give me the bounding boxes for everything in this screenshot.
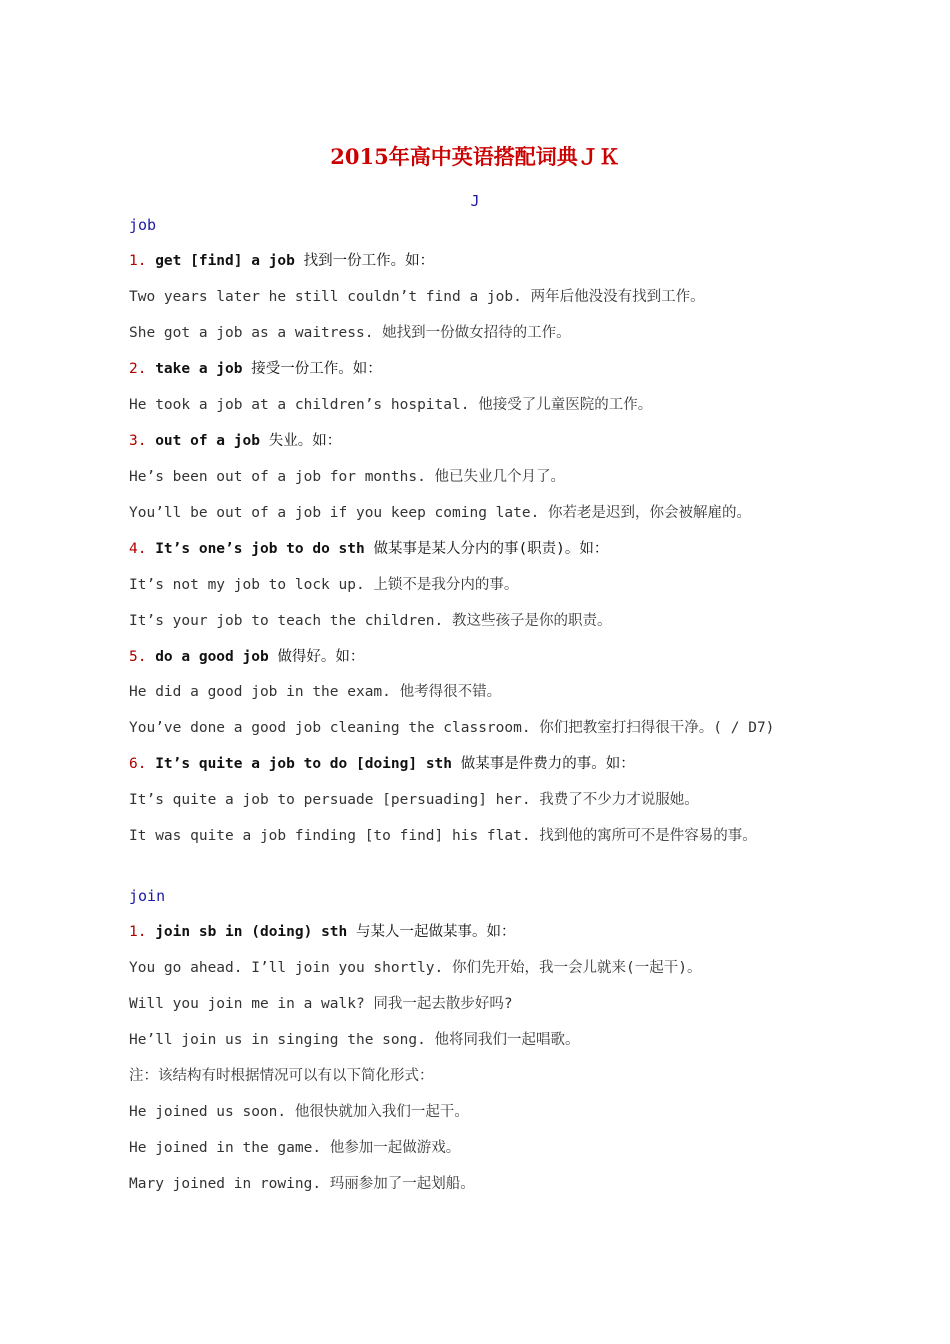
example-sentence: It’s quite a job to persuade [persuading] her. 我费了不少力才说服她。 (129, 792, 699, 808)
sense-phrase: get [find] a job (155, 253, 295, 269)
sense-gloss: 失业。如： (268, 433, 342, 449)
sense-number: 3. (129, 433, 147, 449)
sense-number: 4. (129, 541, 147, 557)
sense-phrase: join sb in (doing) sth (155, 924, 348, 940)
sense-heading (129, 250, 434, 272)
sense-heading (129, 538, 608, 560)
example-sentence: It’s not my job to lock up. 上锁不是我分内的事。 (129, 577, 519, 593)
sense-phrase: do a good job (155, 649, 269, 665)
sense-number: 6. (129, 756, 147, 772)
page-title: 2015年高中英语搭配词典ＪＫ (330, 144, 620, 169)
example-sentence: He’s been out of a job for months. 他已失业几个月了。 (129, 469, 566, 485)
note-text: 注：该结构有时根据情况可以有以下简化形式： (129, 1068, 434, 1084)
example-sentence: Mary joined in rowing. 玛丽参加了一起划船。 (129, 1176, 475, 1192)
sense-phrase: take a job (155, 361, 243, 377)
sense-gloss: 做某事是某人分内的事(职责)。如： (373, 541, 609, 557)
sense-phrase: It’s quite a job to do [doing] sth (155, 756, 453, 772)
sense-number: 1. (129, 253, 147, 269)
example-sentence: You’ve done a good job cleaning the classroom. 你们把教室打扫得很干净。( / D7) (129, 720, 775, 736)
sense-gloss: 接受一份工作。如： (251, 361, 382, 377)
example-sentence: He’ll join us in singing the song. 他将同我们一起唱歌。 (129, 1032, 580, 1048)
example-sentence: Two years later he still couldn’t find a job. 两年后他没没有找到工作。 (129, 289, 705, 305)
example-sentence: He joined in the game. 他参加一起做游戏。 (129, 1140, 461, 1156)
sense-gloss: 做得好。如： (277, 649, 365, 665)
entry-word-job: job (129, 216, 157, 234)
example-sentence: You’ll be out of a job if you keep coming late. 你若老是迟到，你会被解雇的。 (129, 505, 752, 521)
sense-phrase: out of a job (155, 433, 260, 449)
example-sentence: He joined us soon. 他很快就加入我们一起干。 (129, 1104, 469, 1120)
sense-heading (129, 646, 364, 668)
sense-gloss: 与某人一起做某事。如： (356, 924, 516, 940)
sense-heading (129, 921, 516, 943)
sense-heading (129, 430, 341, 452)
sense-gloss: 做某事是件费力的事。如： (460, 756, 635, 772)
example-sentence: It was quite a job finding [to find] his flat. 找到他的寓所可不是件容易的事。 (129, 828, 757, 844)
sense-gloss: 找到一份工作。如： (303, 253, 435, 269)
example-sentence: She got a job as a waitress. 她找到一份做女招待的工作。 (129, 325, 571, 341)
sense-heading (129, 753, 635, 775)
sense-number: 2. (129, 361, 147, 377)
sense-phrase: It’s one’s job to do sth (155, 541, 365, 557)
sense-number: 1. (129, 924, 147, 940)
section-letter: J (470, 192, 480, 210)
entry-word-join: join (129, 887, 166, 905)
example-sentence: He did a good job in the exam. 他考得很不错。 (129, 684, 502, 700)
example-sentence: Will you join me in a walk? 同我一起去散步好吗? (129, 996, 513, 1012)
example-sentence: You go ahead. I’ll join you shortly. 你们先开始，我一会儿就来(一起干)。 (129, 960, 702, 976)
sense-heading (129, 358, 382, 380)
sense-number: 5. (129, 649, 147, 665)
example-sentence: It’s your job to teach the children. 教这些孩子是你的职责。 (129, 613, 612, 629)
example-sentence: He took a job at a children’s hospital. 他接受了儿童医院的工作。 (129, 397, 653, 413)
